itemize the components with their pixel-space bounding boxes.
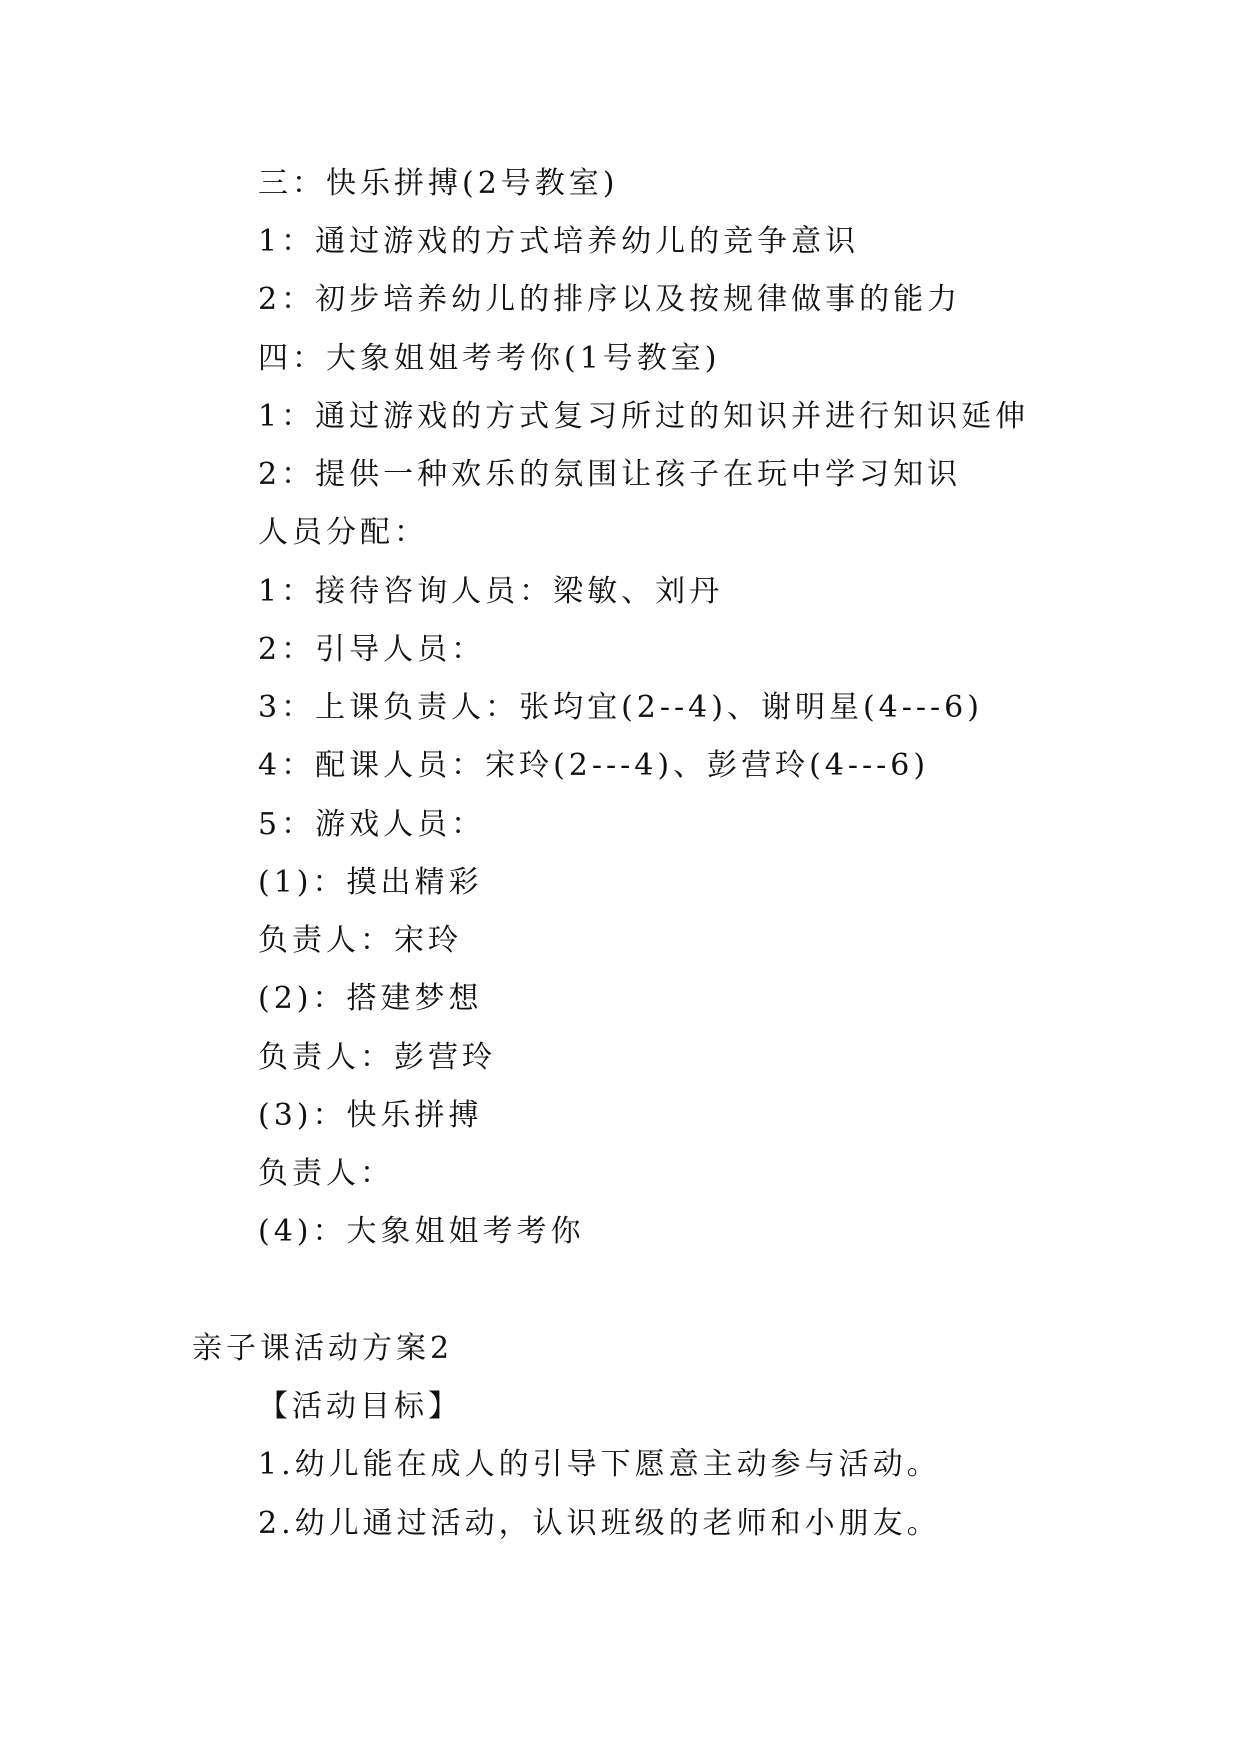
staff-lead-teachers: 3：上课负责人：张均宜(2--4)、谢明星(4---6) [258,690,983,725]
staff-guides: 2：引导人员： [258,632,486,667]
activity-four-heading: 四：大象姐姐考考你(1号教室) [258,341,721,376]
game-1-owner: 负责人：宋玲 [258,923,462,958]
game-3-title: (3)：快乐拼搏 [258,1098,483,1133]
activity-three-goal-2: 2：初步培养幼儿的排序以及按规律做事的能力 [258,282,962,317]
activity-four-goal-2: 2：提供一种欢乐的氛围让孩子在玩中学习知识 [258,457,962,492]
activity-three-goal-1: 1：通过游戏的方式培养幼儿的竞争意识 [258,224,860,259]
game-4-title: (4)：大象姐姐考考你 [258,1214,585,1249]
activity-three-heading: 三：快乐拼搏(2号教室) [258,166,619,201]
game-1-title: (1)：摸出精彩 [258,865,483,900]
activity-four-goal-1: 1：通过游戏的方式复习所过的知识并进行知识延伸 [258,399,1030,434]
objective-1: 1.幼儿能在成人的引导下愿意主动参与活动。 [258,1447,941,1482]
objectives-heading: 【活动目标】 [258,1389,462,1424]
game-2-title: (2)：搭建梦想 [258,981,483,1016]
section-two-title: 亲子课活动方案2 [192,1331,454,1366]
staff-assistant-teachers: 4：配课人员：宋玲(2---4)、彭营玲(4---6) [258,748,930,783]
game-3-owner: 负责人： [258,1156,394,1191]
staffing-heading: 人员分配： [258,515,428,550]
objective-2: 2.幼儿通过活动，认识班级的老师和小朋友。 [258,1506,941,1541]
staff-game-heading: 5：游戏人员： [258,807,486,842]
game-2-owner: 负责人：彭营玲 [258,1040,496,1075]
staff-reception: 1：接待咨询人员：梁敏、刘丹 [258,574,724,609]
